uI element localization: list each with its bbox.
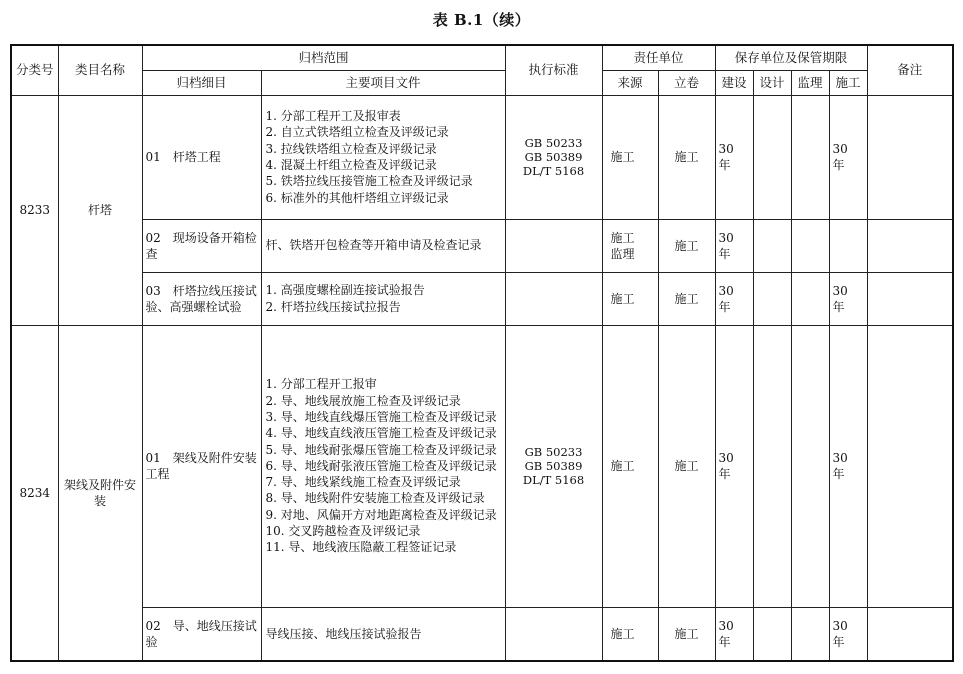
header-scope: 归档范围 bbox=[142, 45, 505, 70]
remarks-cell bbox=[867, 219, 953, 272]
design-cell bbox=[753, 607, 791, 661]
design-cell bbox=[753, 325, 791, 607]
file-item: 4. 混凝土杆组立检查及评级记录 bbox=[265, 158, 437, 172]
filing-cell: 施工 bbox=[658, 95, 715, 219]
file-item: 9. 对地、风偏开方对地距离检查及评级记录 bbox=[265, 507, 497, 522]
supervision-cell bbox=[791, 219, 829, 272]
table-body bbox=[11, 95, 953, 661]
table-row bbox=[11, 219, 953, 272]
builder-cell bbox=[829, 219, 867, 272]
construction-cell: 30 年 bbox=[715, 607, 753, 661]
filing-cell: 施工 bbox=[658, 272, 715, 325]
supervision-cell bbox=[791, 272, 829, 325]
construction-cell: 30 年 bbox=[715, 95, 753, 219]
header-code: 分类号 bbox=[11, 45, 58, 95]
builder-cell: 30 年 bbox=[829, 325, 867, 607]
file-item: 7. 导、地线紧线施工检查及评级记录 bbox=[265, 475, 461, 490]
construction-cell: 30 年 bbox=[715, 272, 753, 325]
standard-item: GB 50233 bbox=[524, 445, 583, 459]
file-item: 2. 自立式铁塔组立检查及评级记录 bbox=[265, 125, 449, 140]
standard-cell bbox=[505, 272, 602, 325]
header-construction: 建设 bbox=[715, 70, 753, 95]
detail-cell: 03 杆塔拉线压接试验、高强螺栓试验 bbox=[142, 272, 261, 325]
files-cell bbox=[261, 607, 505, 661]
standard-item: GB 50233 bbox=[524, 136, 583, 150]
header-name: 类目名称 bbox=[58, 45, 142, 95]
filing-cell: 施工 bbox=[658, 325, 715, 607]
detail-cell: 02 现场设备开箱检查 bbox=[142, 219, 261, 272]
category-code: 8233 bbox=[11, 95, 58, 325]
header-supervision: 监理 bbox=[791, 70, 829, 95]
files-cell bbox=[261, 272, 505, 325]
file-item: 杆、铁塔开包检查等开箱申请及检查记录 bbox=[265, 238, 482, 253]
file-item: 导线压接、地线压接试验报告 bbox=[265, 626, 422, 641]
files-cell bbox=[261, 219, 505, 272]
file-item: 5. 导、地线耐张爆压管施工检查及评级记录 bbox=[265, 442, 497, 457]
source-cell: 施工 bbox=[602, 325, 658, 607]
construction-cell: 30 年 bbox=[715, 219, 753, 272]
file-item: 5. 铁塔拉线压接管施工检查及评级记录 bbox=[265, 174, 473, 189]
supervision-cell bbox=[791, 325, 829, 607]
table-row bbox=[11, 95, 953, 219]
standard-item: GB 50389 bbox=[524, 150, 583, 164]
file-item: 2. 杆塔拉线压接试拉报告 bbox=[265, 299, 401, 314]
remarks-cell bbox=[867, 325, 953, 607]
standard-item: GB 50389 bbox=[524, 459, 583, 473]
builder-cell: 30 年 bbox=[829, 607, 867, 661]
file-item: 6. 导、地线耐张液压管施工检查及评级记录 bbox=[265, 458, 497, 473]
table-caption: 表 B.1（续） bbox=[432, 11, 531, 29]
file-item: 1. 分部工程开工报审 bbox=[265, 377, 377, 392]
file-item: 6. 标准外的其他杆塔组立评级记录 bbox=[265, 190, 449, 205]
source-cell: 施工 bbox=[602, 95, 658, 219]
detail-cell: 02 导、地线压接试验 bbox=[142, 607, 261, 661]
design-cell bbox=[753, 95, 791, 219]
file-item: 8. 导、地线附件安装施工检查及评级记录 bbox=[265, 491, 485, 506]
remarks-cell bbox=[867, 272, 953, 325]
supervision-cell bbox=[791, 607, 829, 661]
files-cell bbox=[261, 95, 505, 219]
standard-cell bbox=[505, 95, 602, 219]
header-source: 来源 bbox=[602, 70, 658, 95]
detail-cell: 01 架线及附件安装工程 bbox=[142, 325, 261, 607]
supervision-cell bbox=[791, 95, 829, 219]
files-cell bbox=[261, 325, 505, 607]
header-responsible: 责任单位 bbox=[602, 45, 715, 70]
source-cell: 施工 监理 bbox=[602, 219, 658, 272]
construction-cell: 30 年 bbox=[715, 325, 753, 607]
table-row bbox=[11, 607, 953, 661]
design-cell bbox=[753, 272, 791, 325]
category-name: 架线及附件安装 bbox=[58, 325, 142, 661]
detail-cell: 01 杆塔工程 bbox=[142, 95, 261, 219]
category-name: 杆塔 bbox=[58, 95, 142, 325]
file-item: 3. 拉线铁塔组立检查及评级记录 bbox=[265, 141, 437, 156]
standard-item: DL/T 5168 bbox=[522, 473, 585, 487]
header-builder: 施工 bbox=[829, 70, 867, 95]
table-row bbox=[11, 272, 953, 325]
file-item: 1. 分部工程开工及报审表 bbox=[265, 109, 401, 124]
category-code: 8234 bbox=[11, 325, 58, 661]
header-files: 主要项目文件 bbox=[261, 70, 505, 95]
design-cell bbox=[753, 219, 791, 272]
archive-table bbox=[10, 44, 954, 662]
header-remarks: 备注 bbox=[867, 45, 953, 95]
source-cell: 施工 bbox=[602, 607, 658, 661]
standard-cell bbox=[505, 219, 602, 272]
file-item: 11. 导、地线液压隐蔽工程签证记录 bbox=[265, 540, 457, 555]
header-filing: 立卷 bbox=[658, 70, 715, 95]
source-cell: 施工 bbox=[602, 272, 658, 325]
file-item: 3. 导、地线直线爆压管施工检查及评级记录 bbox=[265, 409, 497, 424]
header-design: 设计 bbox=[753, 70, 791, 95]
standard-item: DL/T 5168 bbox=[522, 164, 585, 178]
remarks-cell bbox=[867, 95, 953, 219]
file-item: 4. 导、地线直线液压管施工检查及评级记录 bbox=[265, 426, 497, 441]
builder-cell: 30 年 bbox=[829, 272, 867, 325]
file-item: 1. 高强度螺栓副连接试验报告 bbox=[265, 283, 425, 298]
file-item: 10. 交叉跨越检查及评级记录 bbox=[265, 524, 421, 539]
header-detail: 归档细目 bbox=[142, 70, 261, 95]
table-row bbox=[11, 325, 953, 607]
standard-cell bbox=[505, 325, 602, 607]
filing-cell: 施工 bbox=[658, 219, 715, 272]
header-standard: 执行标准 bbox=[505, 45, 602, 95]
standard-cell bbox=[505, 607, 602, 661]
file-item: 2. 导、地线展放施工检查及评级记录 bbox=[265, 393, 461, 408]
remarks-cell bbox=[867, 607, 953, 661]
header-retention: 保存单位及保管期限 bbox=[715, 45, 867, 70]
filing-cell: 施工 bbox=[658, 607, 715, 661]
builder-cell: 30 年 bbox=[829, 95, 867, 219]
